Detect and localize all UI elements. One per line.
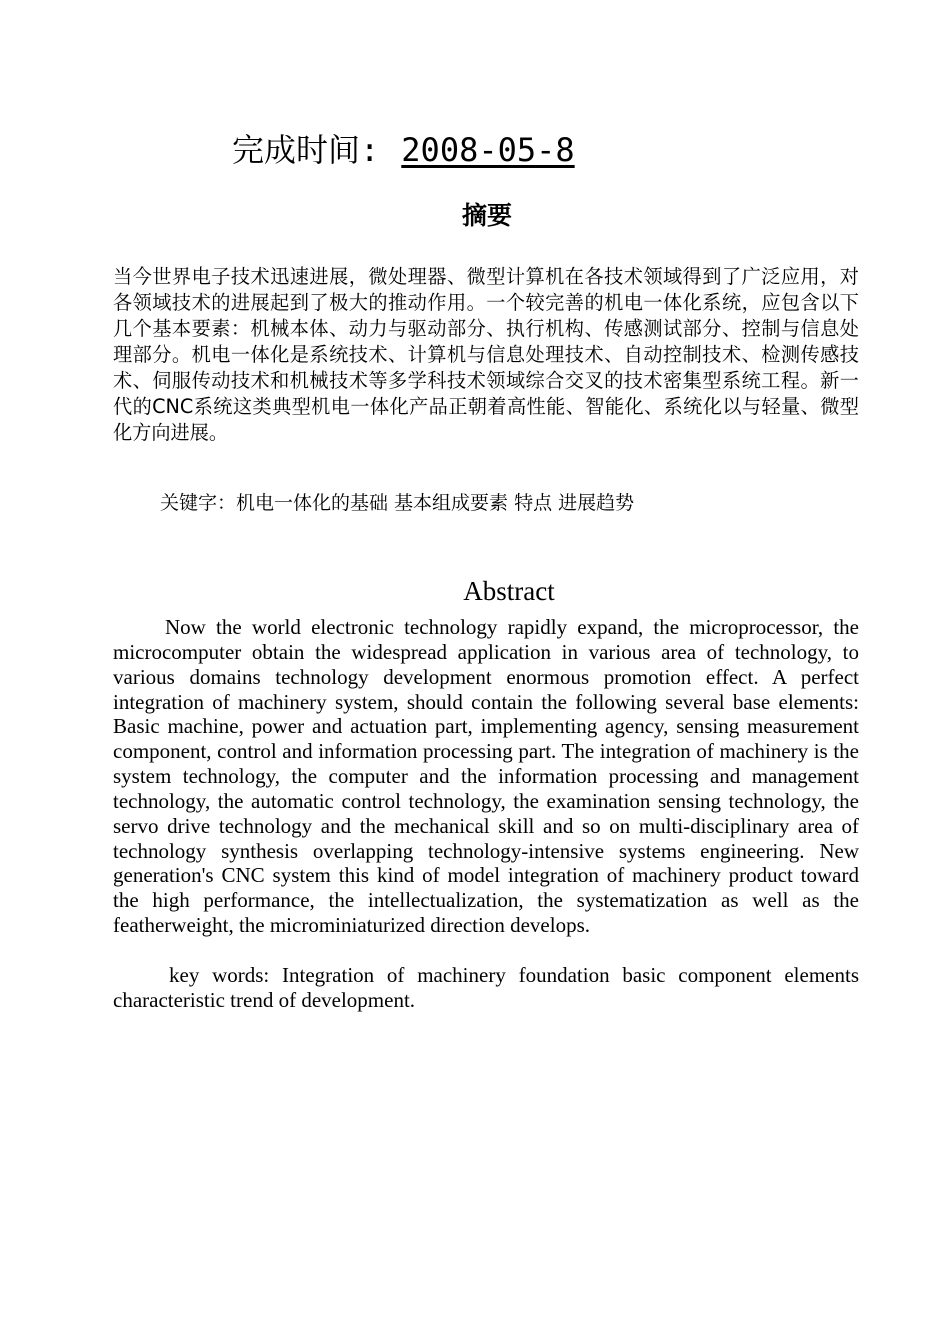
chinese-abstract-body: 当今世界电子技术迅速进展，微处理器、微型计算机在各技术领域得到了广泛应用，对各领域技术的进展起到了极大的推动作用。一个较完善的机电一体化系统，应包含以下几个基本要素：机械本体、动力与驱动部分、执行机构、传感测试部分、控制与信息处理部分。机电一体化是系统技术、计算机与信息处理技术、自动控制技术、检测传感技术、伺服传动技术和机械技术等多学科技术领域综合交叉的技术密集型系统工程。新一代的CNC系统这类典型机电一体化产品正朝着高性能、智能化、系统化以与轻量、微型化方向进展。 (113, 265, 859, 444)
english-keywords: key words: Integration of machinery foundation basic component elements characteristic trend of development. (113, 963, 859, 1012)
completion-time-label: 完成时间: (232, 131, 380, 169)
chinese-keywords: 关键字：机电一体化的基础 基本组成要素 特点 进展趋势 (160, 492, 635, 514)
completion-time-line (232, 128, 732, 172)
completion-date: 2008-05-8 (401, 131, 575, 169)
english-abstract-body: Now the world electronic technology rapidly expand, the microprocessor, the microcomputer obtain the widespread application in various area of technology, to various domains technology development enormous promotion effect. A perfect integration of machinery system, should contain the following several base elements: Basic machine, power and actuation part, implementing agency, sensing measurement component, control and information processing part. The integration of machinery is the system technology, the computer and the information processing and management technology, the automatic control technology, the examination sensing technology, the servo drive technology and the mechanical skill and so on multi-disciplinary area of technology synthesis overlapping technology-intensive systems engineering. New generation's CNC system this kind of model integration of machinery product toward the high performance, the intellectualization, the systematization as well as the featherweight, the microminiaturized direction develops. (113, 615, 859, 938)
chinese-abstract-title: 摘要 (461, 201, 512, 230)
english-abstract-title: Abstract (463, 576, 555, 606)
